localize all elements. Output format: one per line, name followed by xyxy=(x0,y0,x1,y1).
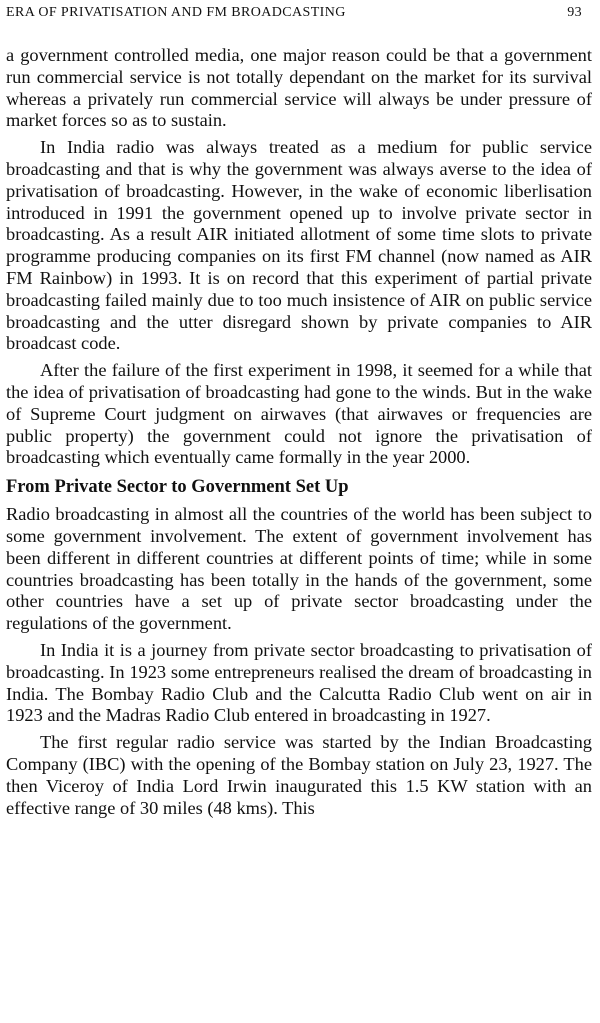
running-header xyxy=(6,5,592,27)
running-title: ERA OF PRIVATISATION AND FM BROADCASTING xyxy=(6,5,346,20)
page-number: 93 xyxy=(567,5,582,20)
paragraph: The first regular radio service was started by the Indian Broadcasting Company (IBC) with the opening of the Bombay station on July 23, 1927. The then Viceroy of India Lord Irwin inaugurated this 1.5 KW station with an effective range of 30 miles (48 kms). This xyxy=(6,732,592,818)
paragraph: In India radio was always treated as a medium for public service broadcasting and that is why the government was always averse to the idea of privatisation of broadcasting. However, in the wake of economic liberlisation introduced in 1991 the government opened up to involve private sector in broadcasting. As a result AIR initiated allotment of some time slots to private programme producing companies on its first FM channel (now named as AIR FM Rainbow) in 1993. It is on record that this experiment of partial private broadcasting failed mainly due to too much insistence of AIR on public service broadcasting and the utter disregard shown by private companies to AIR broadcast code. xyxy=(6,137,592,354)
section-heading: From Private Sector to Government Set Up xyxy=(6,477,349,498)
paragraph: In India it is a journey from private sector broadcasting to privatisation of broadcasting. In 1923 some entrepreneurs realised the dream of broadcasting in India. The Bombay Radio Club and the Calcutta Radio Club went on air in 1923 and the Madras Radio Club entered in broadcasting in 1927. xyxy=(6,639,592,726)
paragraph: After the failure of the first experiment in 1998, it seemed for a while that the idea of privatisation of broadcasting had gone to the winds. But in the wake of Supreme Court judgment on airwaves (that airwaves or frequencies are public property) the government could not ignore the privatisation of broadcasting which eventually came formally in the year 2000. xyxy=(6,360,592,468)
body-text xyxy=(6,45,592,819)
paragraph-continued: a government controlled media, one major reason could be that a government run commercial service is not totally dependant on the market for its survival whereas a privately run commercial service will always be under pressure of market forces so as to sustain. xyxy=(6,45,592,131)
paragraph: Radio broadcasting in almost all the countries of the world has been subject to some government involvement. The extent of government involvement has been different in different countries at different points of time; while in some countries broadcasting has been totally in the hands of the government, some other countries have a set up of private sector broadcasting under the regulations of the government. xyxy=(6,504,592,634)
